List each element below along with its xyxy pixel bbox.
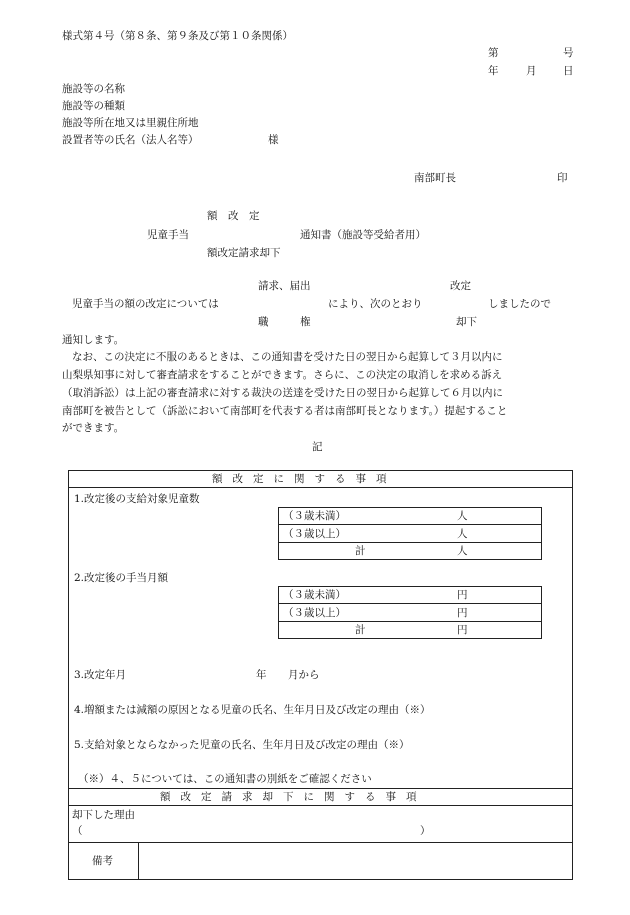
item3-month: 月から bbox=[288, 669, 320, 681]
option-ex-officio: 職 権 bbox=[258, 316, 311, 328]
facility-address-label: 施設等所在地又は里親住所地 bbox=[62, 117, 199, 129]
divider bbox=[278, 603, 542, 604]
issuer-name: 南部町長 bbox=[414, 172, 456, 184]
item5-label: 5.支給対象とならなかった児童の氏名、生年月日及び改定の理由（※） bbox=[74, 739, 410, 751]
facility-type-label: 施設等の種類 bbox=[62, 100, 125, 112]
founder-label: 設置者等の氏名（法人名等） bbox=[62, 134, 199, 146]
ki-mark: 記 bbox=[312, 441, 323, 453]
footnote: （※）４、５については、この通知書の別紙をご確認ください bbox=[78, 773, 372, 785]
rejection-reason-label: 却下した理由 bbox=[72, 809, 135, 821]
main-text-c: しましたので bbox=[488, 298, 551, 310]
amount-over3-label: （３歳以上） bbox=[283, 607, 346, 619]
option-revision: 改定 bbox=[450, 280, 471, 292]
title-line1: 額 改 定 bbox=[207, 210, 260, 222]
remarks-label: 備考 bbox=[92, 855, 113, 867]
divider bbox=[68, 788, 573, 789]
children-over3-label: （３歳以上） bbox=[283, 528, 346, 540]
main-text-a: 児童手当の額の改定については bbox=[72, 298, 219, 310]
rejection-header: 額改定請求却下に関する事項 bbox=[160, 791, 427, 803]
date-year: 年 bbox=[488, 65, 499, 77]
appeal-line-5: ができます。 bbox=[62, 422, 125, 434]
divider bbox=[68, 805, 573, 806]
revision-header: 額改定に関する事項 bbox=[212, 473, 397, 485]
notify-text: 通知します。 bbox=[62, 334, 125, 346]
form-number: 様式第４号（第８条、第９条及び第１０条関係） bbox=[62, 30, 293, 42]
divider bbox=[68, 487, 573, 488]
item3-label: 3.改定年月 bbox=[74, 669, 127, 681]
amount-over3-unit: 円 bbox=[457, 607, 468, 619]
doc-number-prefix: 第 bbox=[488, 47, 499, 59]
appeal-line-4: 南部町を被告として（訴訟において南部町を代表する者は南部町長となります。）提起すること bbox=[62, 405, 508, 417]
paren-open: （ bbox=[72, 825, 83, 837]
date-month: 月 bbox=[526, 65, 537, 77]
children-under3-unit: 人 bbox=[457, 510, 468, 522]
issuer-seal: 印 bbox=[557, 172, 568, 184]
item2-label: 2.改定後の手当月額 bbox=[74, 572, 169, 584]
children-total-unit: 人 bbox=[457, 545, 468, 557]
children-over3-unit: 人 bbox=[457, 528, 468, 540]
amount-total-label: 計 bbox=[355, 624, 366, 636]
doc-number-suffix: 号 bbox=[563, 47, 574, 59]
amount-under3-unit: 円 bbox=[457, 589, 468, 601]
divider bbox=[278, 621, 542, 622]
option-request: 請求、届出 bbox=[258, 280, 311, 292]
title-line3: 額改定請求却下 bbox=[207, 247, 281, 259]
amount-under3-label: （３歳未満） bbox=[283, 589, 346, 601]
option-reject: 却下 bbox=[456, 316, 477, 328]
main-text-b: により、次のとおり bbox=[328, 298, 423, 310]
title-prefix: 児童手当 bbox=[147, 229, 189, 241]
amount-total-unit: 円 bbox=[457, 624, 468, 636]
appeal-line-3: （取消訴訟）は上記の審査請求に対する裁決の送達を受けた日の翌日から起算して６月以内に bbox=[62, 387, 503, 399]
facility-name-label: 施設等の名称 bbox=[62, 83, 125, 95]
title-suffix: 通知書（施設等受給者用） bbox=[300, 229, 426, 241]
children-total-label: 計 bbox=[355, 545, 366, 557]
item4-label: 4.増額または減額の原因となる児童の氏名、生年月日及び改定の理由（※） bbox=[74, 704, 431, 716]
divider bbox=[68, 842, 573, 843]
divider bbox=[278, 542, 542, 543]
date-day: 日 bbox=[563, 65, 574, 77]
item1-label: 1.改定後の支給対象児童数 bbox=[74, 493, 200, 505]
divider bbox=[278, 524, 542, 525]
children-under3-label: （３歳未満） bbox=[283, 510, 346, 522]
appeal-line-1: なお、この決定に不服のあるときは、この通知書を受けた日の翌日から起算して３月以内に bbox=[72, 351, 503, 363]
item3-year: 年 bbox=[256, 669, 267, 681]
divider bbox=[138, 842, 139, 880]
paren-close: ） bbox=[420, 825, 431, 837]
honorific: 様 bbox=[268, 134, 279, 146]
appeal-line-2: 山梨県知事に対して審査請求をすることができます。さらに、この決定の取消しを求める訴え bbox=[62, 369, 503, 381]
